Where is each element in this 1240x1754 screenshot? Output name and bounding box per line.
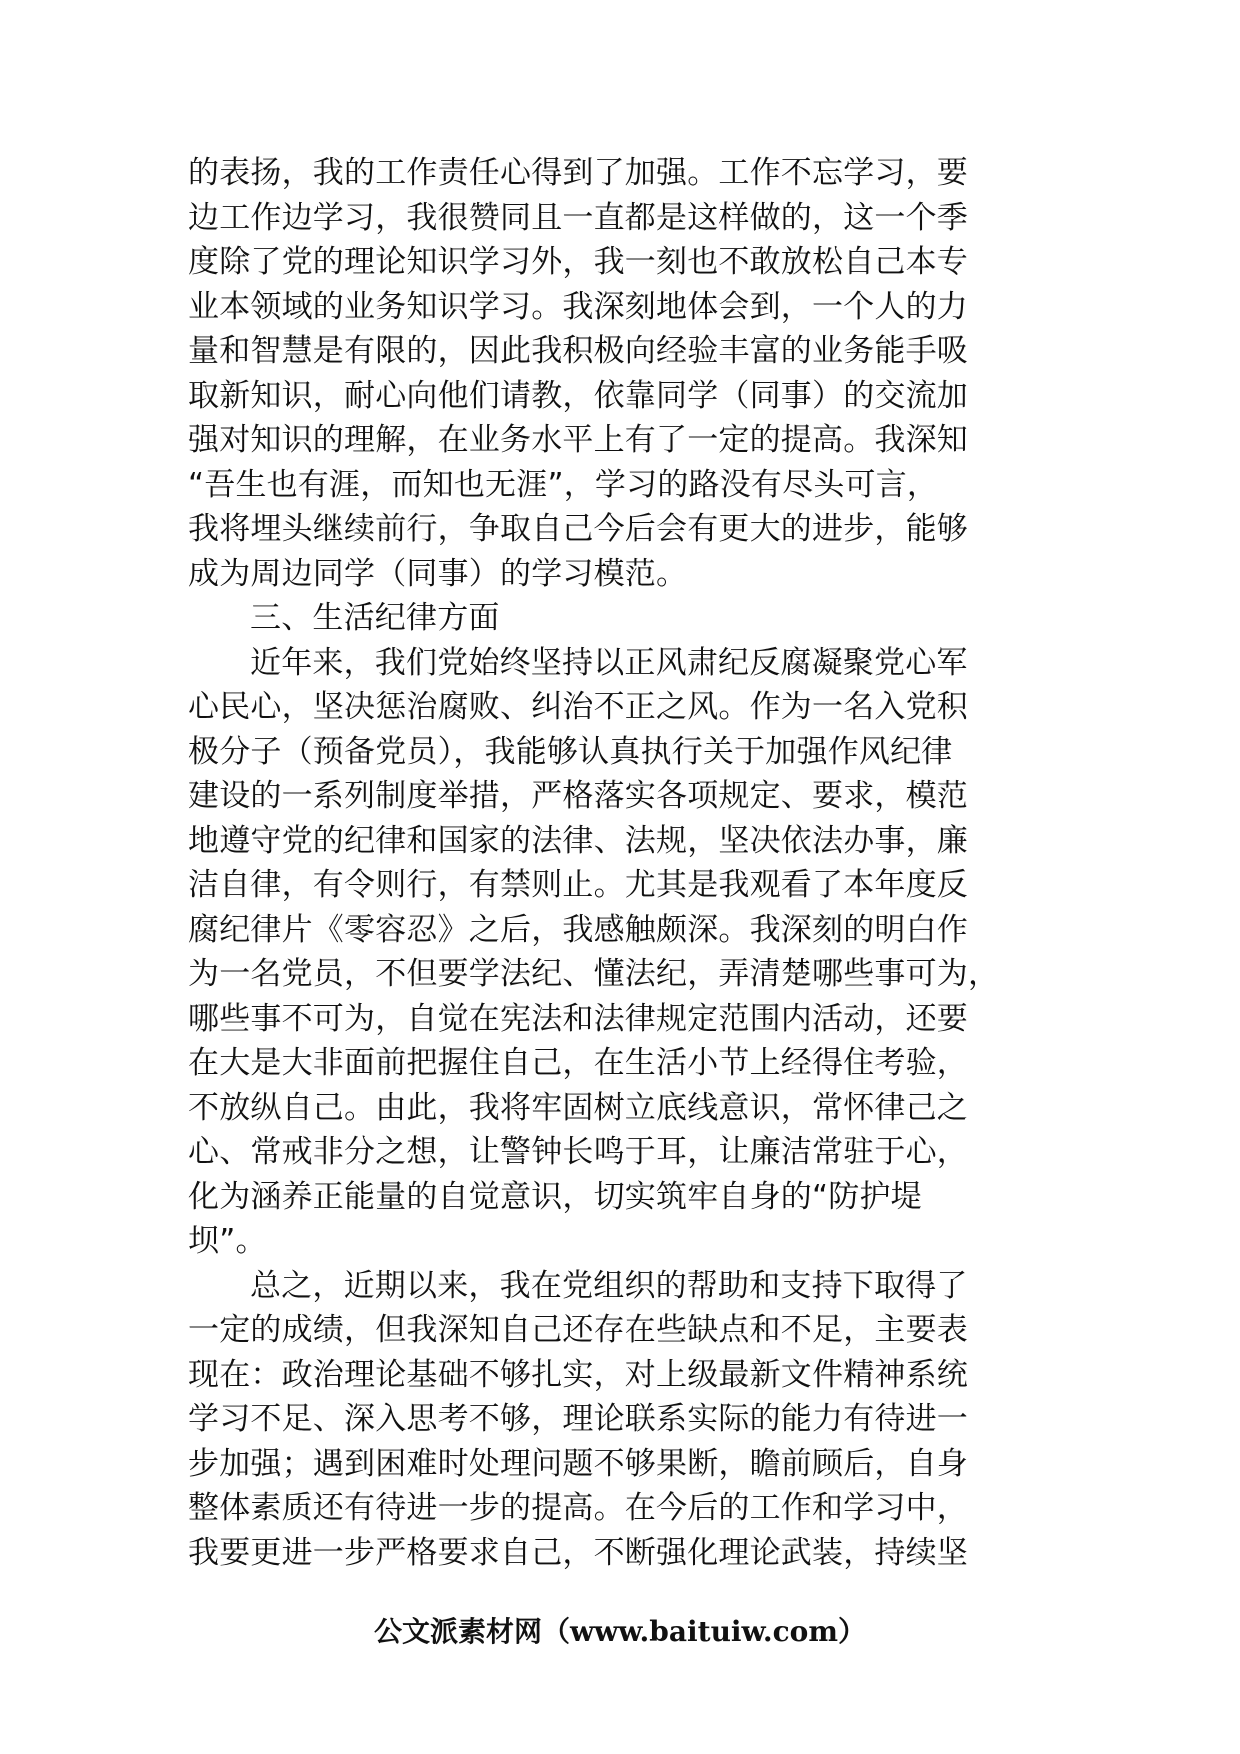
text-line: “吾生也有涯，而知也无涯”，学习的路没有尽头可言， (188, 466, 939, 503)
text-line: 量和智慧是有限的，因此我积极向经验丰富的业务能手吸 (188, 333, 968, 369)
text-line: 化为涵养正能量的自觉意识，切实筑牢自身的“防护堤 (188, 1178, 922, 1215)
text-line: 为一名党员，不但要学法纪、懂法纪，弄清楚哪些事可为， (188, 956, 1000, 992)
text-line: 边工作边学习，我很赞同且一直都是这样做的，这一个季 (188, 199, 968, 236)
text-line: 极分子（预备党员），我能够认真执行关于加强作风纪律 (188, 733, 953, 770)
text-line: 总之，近期以来，我在党组织的帮助和支持下取得了 (250, 1267, 968, 1304)
text-line: 步加强；遇到困难时处理问题不够果断，瞻前顾后，自身 (188, 1445, 968, 1482)
text-line: 近年来，我们党始终坚持以正风肃纪反腐凝聚党心军 (250, 644, 968, 681)
text-line: 腐纪律片《零容忍》之后，我感触颇深。我深刻的明白作 (188, 911, 968, 948)
text-line: 度除了党的理论知识学习外，我一刻也不敢放松自己本专 (188, 244, 968, 280)
text-line: 在大是大非面前把握住自己，在生活小节上经得住考验， (188, 1045, 968, 1081)
text-line: 的表扬，我的工作责任心得到了加强。工作不忘学习，要 (188, 155, 968, 191)
text-line: 业本领域的业务知识学习。我深刻地体会到，一个人的力 (188, 288, 968, 325)
text-line: 现在：政治理论基础不够扎实，对上级最新文件精神系统 (188, 1356, 968, 1393)
text-line: 哪些事不可为，自觉在宪法和法律规定范围内活动，还要 (188, 1000, 968, 1037)
text-line: 心民心，坚决惩治腐败、纠治不正之风。作为一名入党积 (188, 689, 968, 725)
text-line: 建设的一系列制度举措，严格落实各项规定、要求，模范 (188, 778, 968, 814)
text-line: 心、常戒非分之想，让警钟长鸣于耳，让廉洁常驻于心， (188, 1134, 968, 1170)
text-line: 我将埋头继续前行，争取自己今后会有更大的进步，能够 (188, 511, 968, 547)
text-line: 取新知识，耐心向他们请教，依靠同学（同事）的交流加 (188, 377, 968, 414)
text-line: 地遵守党的纪律和国家的法律、法规，坚决依法办事，廉 (188, 822, 968, 859)
text-line: 我要更进一步严格要求自己，不断强化理论武装，持续坚 (188, 1534, 968, 1571)
text-line: 坝”。 (188, 1223, 267, 1259)
text-line: 洁自律，有令则行，有禁则止。尤其是我观看了本年度反 (188, 867, 968, 903)
page-footer: 公文派素材网（www.baituiw.com） (374, 1615, 866, 1648)
text-line: 整体素质还有待进一步的提高。在今后的工作和学习中， (188, 1490, 968, 1526)
text-line: 不放纵自己。由此，我将牢固树立底线意识，常怀律己之 (188, 1089, 968, 1126)
text-line: 强对知识的理解，在业务水平上有了一定的提高。我深知 (188, 422, 968, 458)
text-line: 一定的成绩，但我深知自己还存在些缺点和不足，主要表 (188, 1312, 968, 1348)
section-heading: 三、生活纪律方面 (250, 600, 500, 636)
document-body (188, 151, 1068, 1575)
text-line: 学习不足、深入思考不够，理论联系实际的能力有待进一 (188, 1401, 968, 1437)
text-line: 成为周边同学（同事）的学习模范。 (188, 555, 688, 592)
